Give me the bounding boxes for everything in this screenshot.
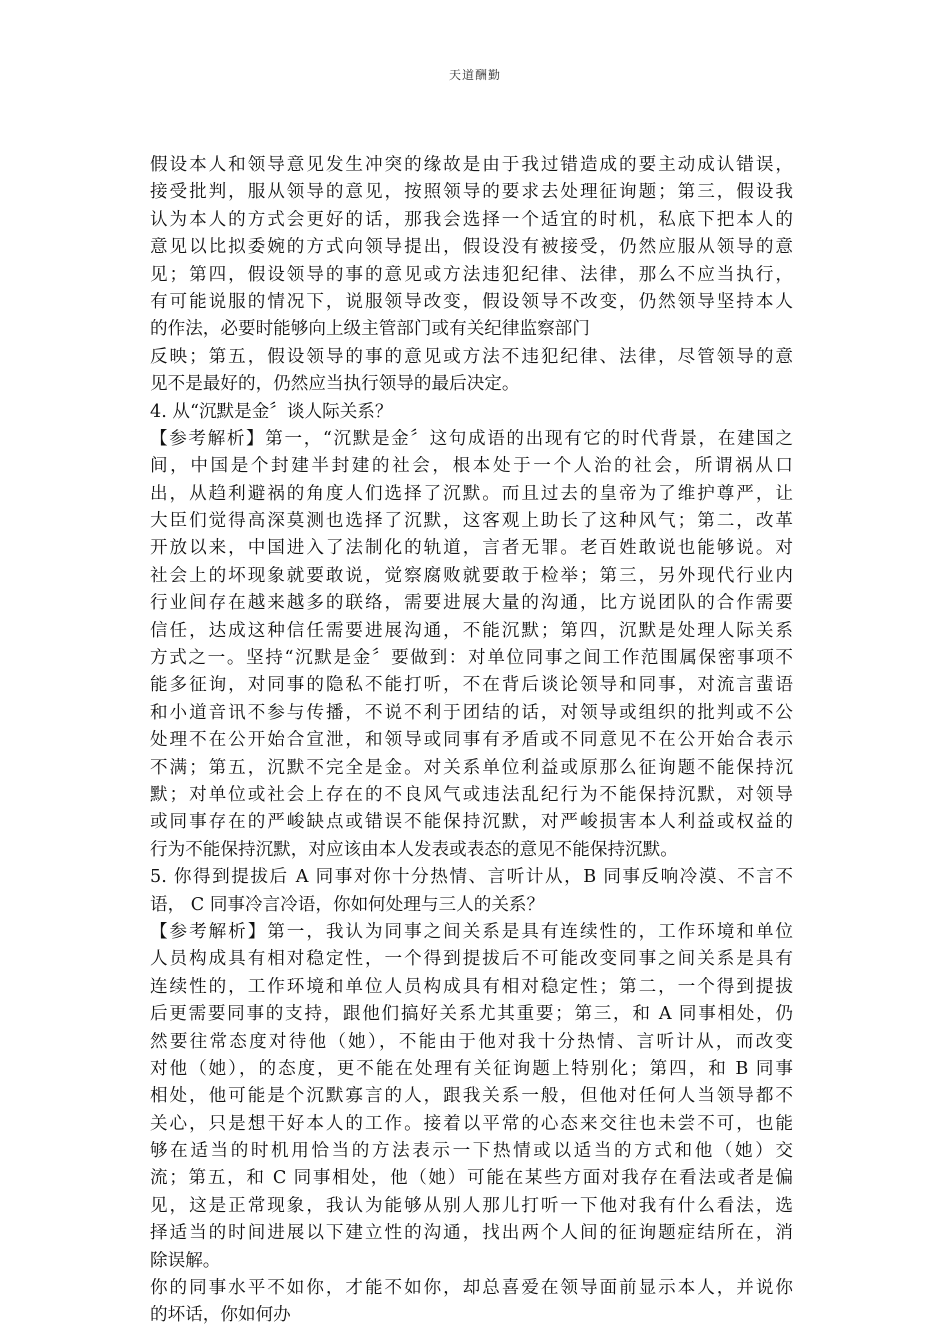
text-line: 处理不在公开始合宣泄，和领导或同事有矛盾或不同意见不在公开始合表示 — [150, 730, 793, 751]
text-line: 【参考解析】第一，我认为同事之间关系是具有连续性的，工作环境和单位 — [150, 921, 793, 942]
text-line: 认为本人的方式会更好的话，那我会选择一个适宜的时机，私底下把本人的 — [150, 209, 793, 230]
text-line: 择适当的时间进展以下建立性的沟通，找出两个人间的征询题症结所在，消 — [150, 1223, 793, 1244]
question-heading: 语， C 同事冷言冷语，你如何处理与三人的关系？ — [150, 894, 545, 915]
text-line: 够在适当的时机用恰当的方法表示一下热情或以适当的方式和他（她）交 — [150, 1141, 793, 1162]
text-line: 连续性的，工作环境和单位人员构成具有相对稳定性；第二，一个得到提拔 — [150, 976, 793, 997]
question-heading: 4. 从“沉默是金〞谈人际关系？ — [150, 401, 393, 422]
text-line: 行业间存在越来越多的联络，需要进展大量的沟通，比方说团队的合作需要 — [150, 593, 793, 614]
text-line: 假设本人和领导意见发生冲突的缘故是由于我过错造成的要主动成认错误， — [150, 155, 793, 175]
text-line: 或同事存在的严峻缺点或错误不能保持沉默，对严峻损害本人利益或权益的 — [150, 812, 793, 833]
page-header: 天道酬勤 — [448, 68, 501, 82]
text-line: 见，这是正常现象，我认为能够从别人那儿打听一下他对我有什么看法，选 — [150, 1195, 793, 1216]
text-line: 开放以来，中国进入了法制化的轨道，言者无罪。老百姓敢说也能够说。对 — [150, 538, 793, 559]
text-line: 然要往常态度对待他（她），不能由于他对我十分热情、言听计从，而改变 — [150, 1031, 793, 1052]
text-line: 有可能说服的情况下，说服领导改变，假设领导不改变，仍然领导坚持本人 — [150, 291, 793, 312]
text-line: 出，从趋利避祸的角度人们选择了沉默。而且过去的皇帝为了维护尊严，让 — [150, 483, 793, 504]
text-line: 【参考解析】第一，“沉默是金〞这句成语的出现有它的时代背景，在建国之 — [150, 428, 793, 449]
text-line: 流；第五，和 C 同事相处，他（她）可能在某些方面对我存在看法或者是偏 — [150, 1168, 793, 1189]
text-line: 意见以比拟委婉的方式向领导提出，假设没有被接受，仍然应服从领导的意 — [150, 237, 793, 258]
text-line: 见；第四，假设领导的事的意见或方法违犯纪律、法律，那么不应当执行， — [150, 264, 793, 285]
text-line: 关心，只是想干好本人的工作。接着以平常的心态来交往也未尝不可，也能 — [150, 1113, 793, 1134]
text-line: 接受批判，服从领导的意见，按照领导的要求去处理征询题；第三，假设我 — [150, 182, 793, 203]
question-heading: 5. 你得到提拔后 A 同事对你十分热情、言听计从，B 同事反响冷漠、不言不 — [150, 867, 793, 888]
text-line: 社会上的坏现象就要敢说，觉察腐败就要敢于检举；第三，另外现代行业内 — [150, 565, 793, 586]
text-line: 的作法，必要时能够向上级主管部门或有关纪律监察部门 — [150, 319, 590, 340]
text-line: 间，中国是个封建半封建的社会，根本处于一个人治的社会，所谓祸从口 — [150, 456, 793, 477]
question-heading: 的坏话，你如何办 — [150, 1305, 291, 1326]
text-line: 反映；第五，假设领导的事的意见或方法不违犯纪律、法律，尽管领导的意 — [150, 346, 793, 367]
question-heading: 你的同事水平不如你，才能不如你，却总喜爱在领导面前显示本人，并说你 — [150, 1278, 793, 1299]
text-line: 信任，达成这种信任需要进展沟通，不能沉默；第四，沉默是处理人际关系 — [150, 620, 793, 641]
text-line: 大臣们觉得高深莫测也选择了沉默，这客观上助长了这种风气；第二，改革 — [150, 511, 793, 532]
text-line: 相处，他可能是个沉默寡言的人，跟我关系一般，但他对任何人当领导都不 — [150, 1086, 793, 1107]
text-line: 见不是最好的，仍然应当执行领导的最后决定。 — [150, 374, 520, 395]
document-body — [150, 152, 793, 1330]
text-line: 对他（她），的态度，更不能在处理有关征询题上特别化；第四，和 B 同事 — [150, 1058, 793, 1079]
text-line: 行为不能保持沉默，对应该由本人发表或表态的意见不能保持沉默。 — [150, 839, 678, 860]
text-line: 除误解。 — [150, 1250, 221, 1271]
text-line: 默；对单位或社会上存在的不良风气或违法乱纪行为不能保持沉默，对领导 — [150, 784, 793, 805]
text-line: 人员构成具有相对稳定性，一个得到提拔后不可能改变同事之间关系是具有 — [150, 949, 793, 970]
text-line: 后更需要同事的支持，跟他们搞好关系尤其重要；第三，和 A 同事相处，仍 — [150, 1004, 793, 1025]
text-line: 方式之一。坚持“沉默是金〞要做到：对单位同事之间工作范围属保密事项不 — [150, 648, 793, 669]
text-line: 不满；第五，沉默不完全是金。对关系单位利益或原那么征询题不能保持沉 — [150, 757, 793, 778]
text-line: 能多征询，对同事的隐私不能打听，不在背后谈论领导和同事，对流言蜚语 — [150, 675, 793, 696]
text-line: 和小道音讯不参与传播，不说不利于团结的话，对领导或组织的批判或不公 — [150, 702, 793, 723]
